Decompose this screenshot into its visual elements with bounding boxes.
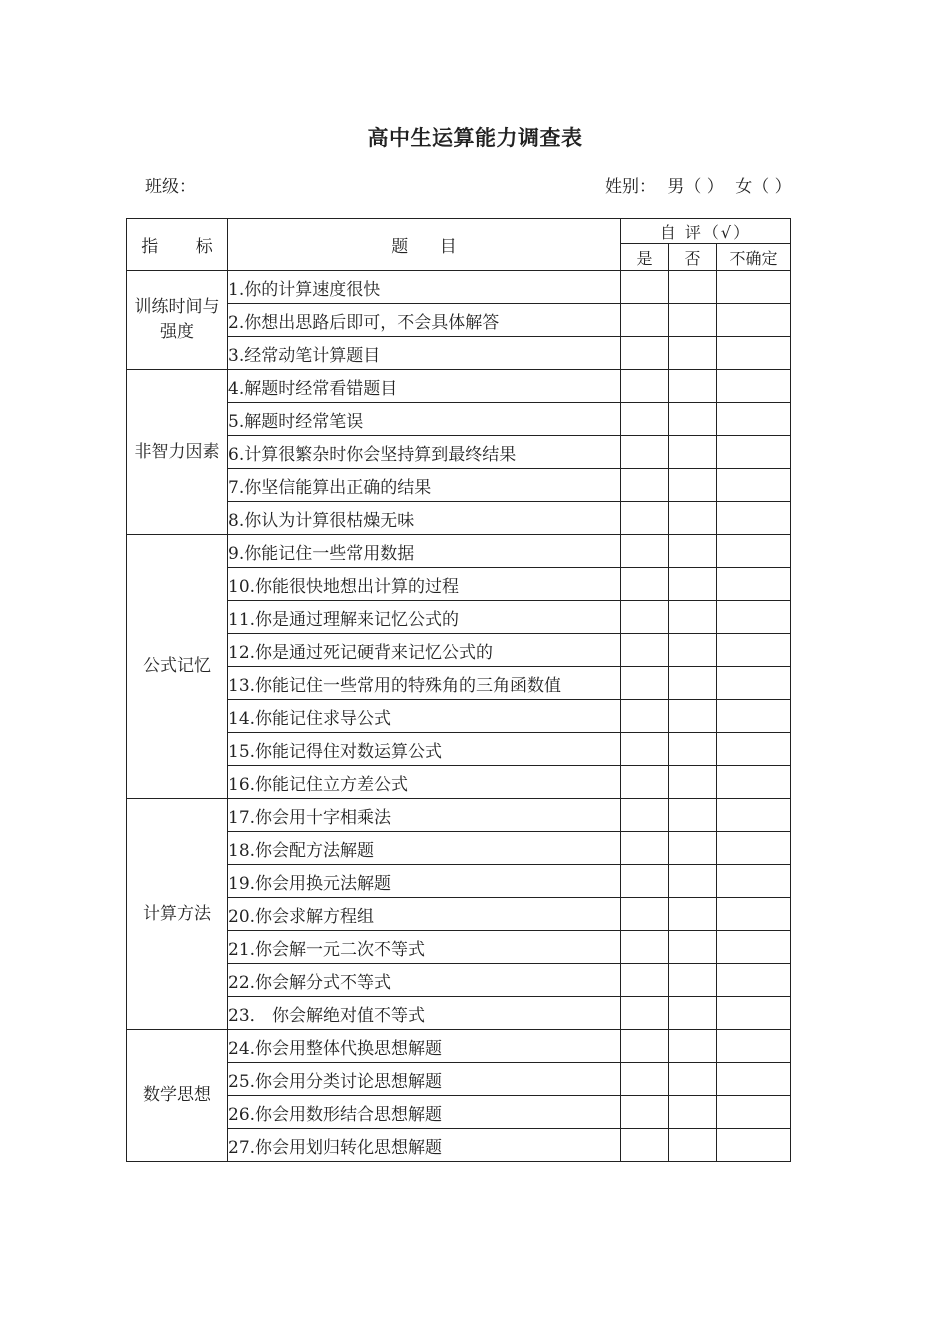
question-cell: 16.你能记住立方差公式 <box>228 766 621 799</box>
rating-no-cell[interactable] <box>669 502 717 535</box>
question-cell: 22.你会解分式不等式 <box>228 964 621 997</box>
class-label: 班级： <box>145 177 196 197</box>
rating-yes-cell[interactable] <box>621 535 669 568</box>
rating-yes-cell[interactable] <box>621 403 669 436</box>
rating-no-cell[interactable] <box>669 1063 717 1096</box>
rating-no-cell[interactable] <box>669 535 717 568</box>
rating-no-cell[interactable] <box>669 997 717 1030</box>
rating-yes-cell[interactable] <box>621 370 669 403</box>
rating-yes-cell[interactable] <box>621 733 669 766</box>
question-cell: 20.你会求解方程组 <box>228 898 621 931</box>
question-cell: 10.你能很快地想出计算的过程 <box>228 568 621 601</box>
indicator-cell: 数学思想 <box>127 1030 228 1162</box>
rating-unsure-cell[interactable] <box>717 865 791 898</box>
rating-unsure-cell[interactable] <box>717 568 791 601</box>
rating-yes-cell[interactable] <box>621 436 669 469</box>
rating-no-cell[interactable] <box>669 469 717 502</box>
rating-unsure-cell[interactable] <box>717 1096 791 1129</box>
rating-no-cell[interactable] <box>669 931 717 964</box>
rating-unsure-cell[interactable] <box>717 931 791 964</box>
question-cell: 17.你会用十字相乘法 <box>228 799 621 832</box>
rating-unsure-cell[interactable] <box>717 535 791 568</box>
rating-yes-cell[interactable] <box>621 1096 669 1129</box>
rating-yes-cell[interactable] <box>621 667 669 700</box>
question-cell: 5.解题时经常笔误 <box>228 403 621 436</box>
rating-no-cell[interactable] <box>669 667 717 700</box>
question-cell: 8.你认为计算很枯燥无味 <box>228 502 621 535</box>
question-cell: 7.你坚信能算出正确的结果 <box>228 469 621 502</box>
question-cell: 15.你能记得住对数运算公式 <box>228 733 621 766</box>
rating-yes-cell[interactable] <box>621 469 669 502</box>
rating-yes-cell[interactable] <box>621 766 669 799</box>
rating-yes-cell[interactable] <box>621 799 669 832</box>
rating-unsure-cell[interactable] <box>717 469 791 502</box>
rating-unsure-cell[interactable] <box>717 1030 791 1063</box>
rating-no-cell[interactable] <box>669 634 717 667</box>
rating-yes-cell[interactable] <box>621 337 669 370</box>
question-cell: 11.你是通过理解来记忆公式的 <box>228 601 621 634</box>
indicator-cell: 非智力因素 <box>127 370 228 535</box>
indicator-cell: 公式记忆 <box>127 535 228 799</box>
rating-yes-cell[interactable] <box>621 898 669 931</box>
rating-yes-cell[interactable] <box>621 634 669 667</box>
rating-yes-cell[interactable] <box>621 502 669 535</box>
table-row <box>127 370 791 403</box>
rating-unsure-cell[interactable] <box>717 436 791 469</box>
rating-no-cell[interactable] <box>669 403 717 436</box>
rating-unsure-cell[interactable] <box>717 502 791 535</box>
gender-male-option[interactable]: 男（ ） <box>667 177 724 197</box>
rating-yes-cell[interactable] <box>621 1063 669 1096</box>
rating-unsure-cell[interactable] <box>717 667 791 700</box>
page-title: 高中生运算能力调查表 <box>367 126 583 150</box>
rating-yes-cell[interactable] <box>621 832 669 865</box>
rating-yes-cell[interactable] <box>621 1129 669 1162</box>
indicator-cell: 训练时间与强度 <box>127 271 228 370</box>
indicator-cell: 计算方法 <box>127 799 228 1030</box>
rating-no-cell[interactable] <box>669 370 717 403</box>
rating-yes-cell[interactable] <box>621 271 669 304</box>
rating-unsure-cell[interactable] <box>717 964 791 997</box>
table-row <box>127 1030 791 1063</box>
rating-unsure-cell[interactable] <box>717 1063 791 1096</box>
question-cell: 1.你的计算速度很快 <box>228 271 621 304</box>
rating-no-cell[interactable] <box>669 1129 717 1162</box>
rating-unsure-cell[interactable] <box>717 403 791 436</box>
rating-yes-cell[interactable] <box>621 1030 669 1063</box>
rating-yes-cell[interactable] <box>621 964 669 997</box>
header-question: 题 目 <box>228 219 621 271</box>
rating-yes-cell[interactable] <box>621 931 669 964</box>
rating-no-cell[interactable] <box>669 1096 717 1129</box>
question-cell: 23． 你会解绝对值不等式 <box>228 997 621 1030</box>
header-no: 否 <box>669 244 717 271</box>
rating-unsure-cell[interactable] <box>717 337 791 370</box>
rating-unsure-cell[interactable] <box>717 997 791 1030</box>
rating-unsure-cell[interactable] <box>717 634 791 667</box>
rating-unsure-cell[interactable] <box>717 766 791 799</box>
header-rating: 自 评（√） <box>621 219 791 244</box>
rating-no-cell[interactable] <box>669 733 717 766</box>
rating-no-cell[interactable] <box>669 304 717 337</box>
table-row <box>127 271 791 304</box>
rating-unsure-cell[interactable] <box>717 1129 791 1162</box>
question-cell: 4.解题时经常看错题目 <box>228 370 621 403</box>
question-cell: 27.你会用划归转化思想解题 <box>228 1129 621 1162</box>
rating-no-cell[interactable] <box>669 1030 717 1063</box>
rating-unsure-cell[interactable] <box>717 799 791 832</box>
survey-table <box>126 218 791 1162</box>
rating-yes-cell[interactable] <box>621 865 669 898</box>
rating-no-cell[interactable] <box>669 832 717 865</box>
rating-no-cell[interactable] <box>669 964 717 997</box>
rating-no-cell[interactable] <box>669 766 717 799</box>
question-cell: 24.你会用整体代换思想解题 <box>228 1030 621 1063</box>
rating-unsure-cell[interactable] <box>717 700 791 733</box>
question-cell: 21.你会解一元二次不等式 <box>228 931 621 964</box>
question-cell: 26.你会用数形结合思想解题 <box>228 1096 621 1129</box>
table-row <box>127 535 791 568</box>
survey-body <box>127 271 791 1162</box>
question-cell: 25.你会用分类讨论思想解题 <box>228 1063 621 1096</box>
rating-no-cell[interactable] <box>669 337 717 370</box>
table-row <box>127 799 791 832</box>
question-cell: 12.你是通过死记硬背来记忆公式的 <box>228 634 621 667</box>
rating-unsure-cell[interactable] <box>717 304 791 337</box>
rating-no-cell[interactable] <box>669 601 717 634</box>
question-cell: 14.你能记住求导公式 <box>228 700 621 733</box>
rating-yes-cell[interactable] <box>621 700 669 733</box>
rating-no-cell[interactable] <box>669 700 717 733</box>
rating-unsure-cell[interactable] <box>717 832 791 865</box>
rating-no-cell[interactable] <box>669 898 717 931</box>
gender-field <box>605 172 798 197</box>
rating-yes-cell[interactable] <box>621 568 669 601</box>
rating-no-cell[interactable] <box>669 799 717 832</box>
rating-no-cell[interactable] <box>669 568 717 601</box>
rating-unsure-cell[interactable] <box>717 601 791 634</box>
rating-unsure-cell[interactable] <box>717 733 791 766</box>
rating-unsure-cell[interactable] <box>717 271 791 304</box>
rating-yes-cell[interactable] <box>621 304 669 337</box>
rating-yes-cell[interactable] <box>621 997 669 1030</box>
question-cell: 9.你能记住一些常用数据 <box>228 535 621 568</box>
rating-yes-cell[interactable] <box>621 601 669 634</box>
rating-unsure-cell[interactable] <box>717 370 791 403</box>
header-yes: 是 <box>621 244 669 271</box>
question-cell: 6.计算很繁杂时你会坚持算到最终结果 <box>228 436 621 469</box>
question-cell: 3.经常动笔计算题目 <box>228 337 621 370</box>
gender-female-option[interactable]: 女（ ） <box>735 177 792 197</box>
header-indicator: 指 标 <box>127 219 228 271</box>
question-cell: 18.你会配方法解题 <box>228 832 621 865</box>
rating-no-cell[interactable] <box>669 865 717 898</box>
rating-no-cell[interactable] <box>669 436 717 469</box>
rating-unsure-cell[interactable] <box>717 898 791 931</box>
question-cell: 2.你想出思路后即可，不会具体解答 <box>228 304 621 337</box>
header-unsure: 不确定 <box>717 244 791 271</box>
question-cell: 13.你能记住一些常用的特殊角的三角函数值 <box>228 667 621 700</box>
rating-no-cell[interactable] <box>669 271 717 304</box>
gender-label: 姓别： <box>605 177 656 197</box>
question-cell: 19.你会用换元法解题 <box>228 865 621 898</box>
